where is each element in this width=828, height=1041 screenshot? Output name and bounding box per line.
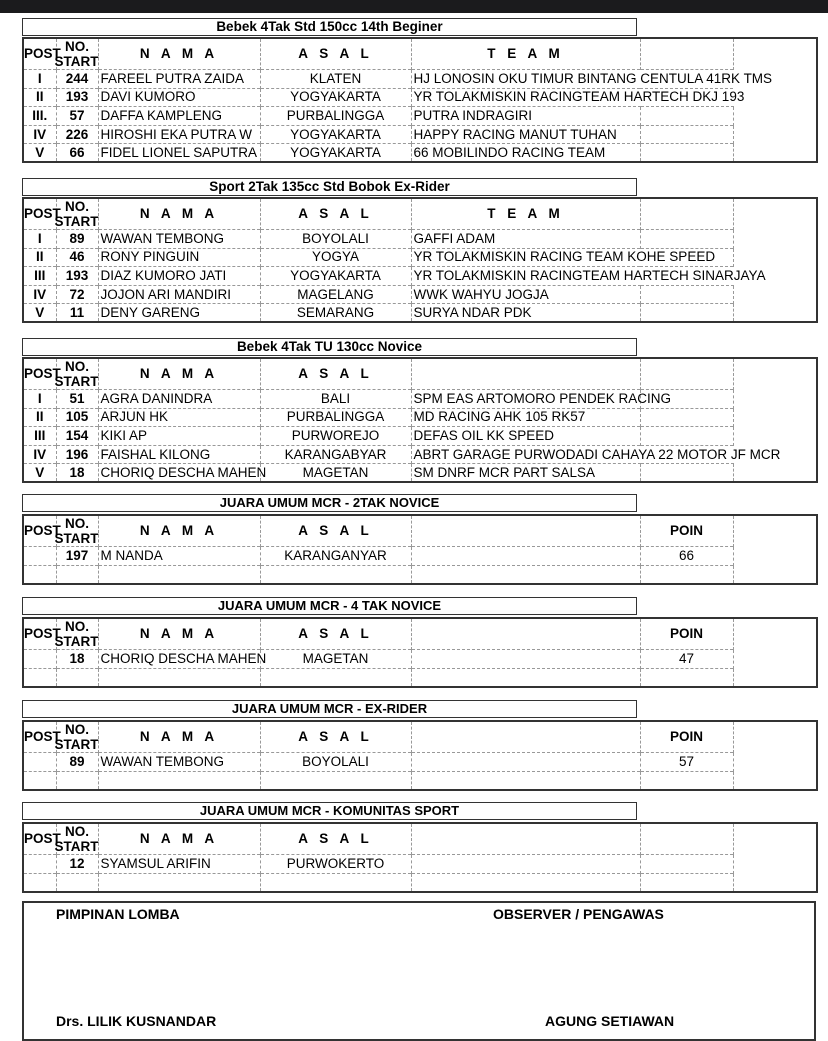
col-no-header: NO. START bbox=[54, 722, 99, 752]
header-row bbox=[23, 721, 817, 753]
col-blank-header bbox=[411, 358, 640, 390]
team-cell: GAFFI ADAM bbox=[411, 230, 640, 249]
start-number-cell: 57 bbox=[56, 107, 98, 126]
race-table bbox=[22, 37, 818, 163]
race-title: Bebek 4Tak TU 130cc Novice bbox=[22, 338, 637, 356]
team-cell: ABRT GARAGE PURWODADI CAHAYA 22 MOTOR JF MCR bbox=[411, 445, 640, 464]
rider-name-cell: DAFFA KAMPLENG bbox=[98, 107, 260, 126]
table-row bbox=[23, 144, 817, 163]
team-cell: YR TOLAKMISKIN RACINGTEAM HARTECH DKJ 193 bbox=[411, 88, 640, 107]
champion-title: JUARA UMUM MCR - 4 TAK NOVICE bbox=[22, 597, 637, 615]
start-number-cell: 226 bbox=[56, 125, 98, 144]
rider-name-cell: CHORIQ DESCHA MAHEN bbox=[98, 464, 260, 483]
col-extra-header bbox=[640, 823, 733, 855]
team-cell: DEFAS OIL KK SPEED bbox=[411, 427, 640, 446]
start-number-cell: 193 bbox=[56, 88, 98, 107]
team-cell: WWK WAHYU JOGJA bbox=[411, 285, 640, 304]
pos-cell: I bbox=[23, 70, 56, 89]
empty-row bbox=[23, 565, 817, 584]
col-pos-header: POST bbox=[24, 206, 61, 221]
origin-cell: YOGYAKARTA bbox=[260, 125, 411, 144]
table-row bbox=[23, 464, 817, 483]
origin-cell: BOYOLALI bbox=[260, 230, 411, 249]
start-number-cell: 46 bbox=[56, 248, 98, 267]
col-no-header: NO. START bbox=[54, 199, 99, 229]
col-no-header: NO. START bbox=[54, 619, 99, 649]
table-row bbox=[23, 107, 817, 126]
table-row bbox=[23, 855, 817, 874]
table-row bbox=[23, 285, 817, 304]
col-extra2-header bbox=[733, 198, 817, 230]
table-row bbox=[23, 88, 817, 107]
col-nama-header: N A M A bbox=[98, 38, 260, 70]
col-extra2-header bbox=[733, 618, 817, 650]
race-title: Sport 2Tak 135cc Std Bobok Ex-Rider bbox=[22, 178, 637, 196]
pos-cell: III. bbox=[23, 107, 56, 126]
empty-row bbox=[23, 771, 817, 790]
table-row bbox=[23, 125, 817, 144]
col-nama-header: N A M A bbox=[98, 823, 260, 855]
col-nama-header: N A M A bbox=[98, 358, 260, 390]
team-cell: YR TOLAKMISKIN RACING TEAM KOHE SPEED bbox=[411, 248, 640, 267]
race-title: Bebek 4Tak Std 150cc 14th Beginer bbox=[22, 18, 637, 36]
origin-cell: PURWOREJO bbox=[260, 427, 411, 446]
rider-name-cell: FAISHAL KILONG bbox=[98, 445, 260, 464]
champion-table bbox=[22, 720, 818, 791]
col-poin-header: POIN bbox=[640, 515, 733, 547]
col-nama-header: N A M A bbox=[98, 618, 260, 650]
rider-name-cell: M NANDA bbox=[98, 547, 260, 566]
team-cell: MD RACING AHK 105 RK57 bbox=[411, 408, 640, 427]
left-signatory: Drs. LILIK KUSNANDAR bbox=[56, 1013, 217, 1029]
pos-cell: V bbox=[23, 144, 56, 163]
signature-box bbox=[22, 901, 816, 1041]
header-row bbox=[23, 618, 817, 650]
col-extra-header bbox=[640, 38, 733, 70]
table-row bbox=[23, 547, 817, 566]
team-cell: PUTRA INDRAGIRI bbox=[411, 107, 640, 126]
start-number-cell: 12 bbox=[56, 855, 98, 874]
start-number-cell: 89 bbox=[56, 230, 98, 249]
col-extra-header bbox=[640, 198, 733, 230]
start-number-cell: 18 bbox=[56, 464, 98, 483]
start-number-cell: 89 bbox=[56, 753, 98, 772]
points-cell: 66 bbox=[640, 547, 733, 566]
pos-cell: V bbox=[23, 304, 56, 323]
origin-cell: MAGETAN bbox=[260, 464, 411, 483]
rider-name-cell: WAWAN TEMBONG bbox=[98, 230, 260, 249]
col-extra2-header bbox=[733, 823, 817, 855]
origin-cell: KARANGABYAR bbox=[260, 445, 411, 464]
empty-row bbox=[23, 668, 817, 687]
origin-cell: PURBALINGGA bbox=[260, 107, 411, 126]
col-blank-header bbox=[411, 515, 640, 547]
right-signatory: AGUNG SETIAWAN bbox=[545, 1013, 675, 1029]
champion-title: JUARA UMUM MCR - EX-RIDER bbox=[22, 700, 637, 718]
col-no-header: NO. START bbox=[54, 516, 99, 546]
col-pos-header: POST bbox=[24, 626, 61, 641]
col-nama-header: N A M A bbox=[98, 198, 260, 230]
rider-name-cell: ARJUN HK bbox=[98, 408, 260, 427]
header-row bbox=[23, 38, 817, 70]
col-poin-header: POIN bbox=[640, 618, 733, 650]
origin-cell: PURBALINGGA bbox=[260, 408, 411, 427]
start-number-cell: 72 bbox=[56, 285, 98, 304]
table-row bbox=[23, 248, 817, 267]
start-number-cell: 66 bbox=[56, 144, 98, 163]
rider-name-cell: JOJON ARI MANDIRI bbox=[98, 285, 260, 304]
pos-cell: IV bbox=[23, 125, 56, 144]
col-asal-header: A S A L bbox=[260, 823, 411, 855]
points-cell: 57 bbox=[640, 753, 733, 772]
col-pos-header: POST bbox=[24, 46, 61, 61]
col-pos-header: POST bbox=[24, 729, 61, 744]
col-blank-header bbox=[411, 618, 640, 650]
empty-row bbox=[23, 873, 817, 892]
left-role: PIMPINAN LOMBA bbox=[56, 906, 180, 922]
col-no-header: NO. START bbox=[54, 824, 99, 854]
col-pos-header: POST bbox=[24, 366, 61, 381]
race-table bbox=[22, 357, 818, 483]
rider-name-cell: FIDEL LIONEL SAPUTRA bbox=[98, 144, 260, 163]
start-number-cell: 11 bbox=[56, 304, 98, 323]
header-row bbox=[23, 358, 817, 390]
pos-cell: II bbox=[23, 88, 56, 107]
table-row bbox=[23, 753, 817, 772]
header-row bbox=[23, 515, 817, 547]
right-role: OBSERVER / PENGAWAS bbox=[493, 906, 664, 922]
rider-name-cell: WAWAN TEMBONG bbox=[98, 753, 260, 772]
col-no-header: NO. START bbox=[54, 359, 99, 389]
pos-cell: IV bbox=[23, 285, 56, 304]
start-number-cell: 197 bbox=[56, 547, 98, 566]
col-pos-header: POST bbox=[24, 831, 61, 846]
header-row bbox=[23, 198, 817, 230]
start-number-cell: 51 bbox=[56, 390, 98, 409]
origin-cell: MAGETAN bbox=[260, 650, 411, 669]
start-number-cell: 154 bbox=[56, 427, 98, 446]
col-asal-header: A S A L bbox=[260, 721, 411, 753]
rider-name-cell: RONY PINGUIN bbox=[98, 248, 260, 267]
table-row bbox=[23, 445, 817, 464]
rider-name-cell: CHORIQ DESCHA MAHEN bbox=[98, 650, 260, 669]
table-row bbox=[23, 70, 817, 89]
start-number-cell: 196 bbox=[56, 445, 98, 464]
rider-name-cell: HIROSHI EKA PUTRA W bbox=[98, 125, 260, 144]
pos-cell: II bbox=[23, 248, 56, 267]
start-number-cell: 105 bbox=[56, 408, 98, 427]
origin-cell: YOGYA bbox=[260, 248, 411, 267]
col-team-header: T E A M bbox=[411, 198, 640, 230]
col-extra-header bbox=[640, 358, 733, 390]
team-cell: HJ LONOSIN OKU TIMUR BINTANG CENTULA 41RK TMS bbox=[411, 70, 640, 89]
start-number-cell: 18 bbox=[56, 650, 98, 669]
col-nama-header: N A M A bbox=[98, 515, 260, 547]
pos-cell: I bbox=[23, 230, 56, 249]
origin-cell: MAGELANG bbox=[260, 285, 411, 304]
col-nama-header: N A M A bbox=[98, 721, 260, 753]
table-row bbox=[23, 408, 817, 427]
col-extra2-header bbox=[733, 358, 817, 390]
rider-name-cell: FAREEL PUTRA ZAIDA bbox=[98, 70, 260, 89]
origin-cell: BALI bbox=[260, 390, 411, 409]
table-row bbox=[23, 390, 817, 409]
team-cell: SPM EAS ARTOMORO PENDEK RACING bbox=[411, 390, 640, 409]
team-cell: SM DNRF MCR PART SALSA bbox=[411, 464, 640, 483]
team-cell: SURYA NDAR PDK bbox=[411, 304, 640, 323]
col-no-header: NO. START bbox=[54, 39, 99, 69]
start-number-cell: 244 bbox=[56, 70, 98, 89]
col-asal-header: A S A L bbox=[260, 198, 411, 230]
race-table bbox=[22, 197, 818, 323]
table-row bbox=[23, 427, 817, 446]
origin-cell: PURWOKERTO bbox=[260, 855, 411, 874]
team-cell: HAPPY RACING MANUT TUHAN bbox=[411, 125, 640, 144]
pos-cell: IV bbox=[23, 445, 56, 464]
rider-name-cell: SYAMSUL ARIFIN bbox=[98, 855, 260, 874]
team-cell: 66 MOBILINDO RACING TEAM bbox=[411, 144, 640, 163]
origin-cell: YOGYAKARTA bbox=[260, 88, 411, 107]
points-cell: 47 bbox=[640, 650, 733, 669]
origin-cell: SEMARANG bbox=[260, 304, 411, 323]
champion-title: JUARA UMUM MCR - KOMUNITAS SPORT bbox=[22, 802, 637, 820]
table-row bbox=[23, 267, 817, 286]
pos-cell: II bbox=[23, 408, 56, 427]
team-cell: YR TOLAKMISKIN RACINGTEAM HARTECH SINARJAYA bbox=[411, 267, 640, 286]
rider-name-cell: KIKI AP bbox=[98, 427, 260, 446]
points-cell bbox=[640, 855, 733, 874]
col-asal-header: A S A L bbox=[260, 358, 411, 390]
origin-cell: BOYOLALI bbox=[260, 753, 411, 772]
col-extra2-header bbox=[733, 515, 817, 547]
col-team-header: T E A M bbox=[411, 38, 640, 70]
col-extra2-header bbox=[733, 721, 817, 753]
col-asal-header: A S A L bbox=[260, 515, 411, 547]
pos-cell: V bbox=[23, 464, 56, 483]
champion-title: JUARA UMUM MCR - 2TAK NOVICE bbox=[22, 494, 637, 512]
col-asal-header: A S A L bbox=[260, 38, 411, 70]
table-row bbox=[23, 230, 817, 249]
col-asal-header: A S A L bbox=[260, 618, 411, 650]
pos-cell: III bbox=[23, 267, 56, 286]
start-number-cell: 193 bbox=[56, 267, 98, 286]
pos-cell: I bbox=[23, 390, 56, 409]
header-row bbox=[23, 823, 817, 855]
col-blank-header bbox=[411, 721, 640, 753]
champion-table bbox=[22, 514, 818, 585]
origin-cell: YOGYAKARTA bbox=[260, 144, 411, 163]
champion-table bbox=[22, 617, 818, 688]
rider-name-cell: AGRA DANINDRA bbox=[98, 390, 260, 409]
origin-cell: KLATEN bbox=[260, 70, 411, 89]
col-blank-header bbox=[411, 823, 640, 855]
table-row bbox=[23, 304, 817, 323]
origin-cell: YOGYAKARTA bbox=[260, 267, 411, 286]
rider-name-cell: DENY GARENG bbox=[98, 304, 260, 323]
origin-cell: KARANGANYAR bbox=[260, 547, 411, 566]
col-extra2-header bbox=[733, 38, 817, 70]
table-row bbox=[23, 650, 817, 669]
col-poin-header: POIN bbox=[640, 721, 733, 753]
pos-cell: III bbox=[23, 427, 56, 446]
rider-name-cell: DAVI KUMORO bbox=[98, 88, 260, 107]
top-bar bbox=[0, 0, 828, 13]
rider-name-cell: DIAZ KUMORO JATI bbox=[98, 267, 260, 286]
champion-table bbox=[22, 822, 818, 893]
col-pos-header: POST bbox=[24, 523, 61, 538]
